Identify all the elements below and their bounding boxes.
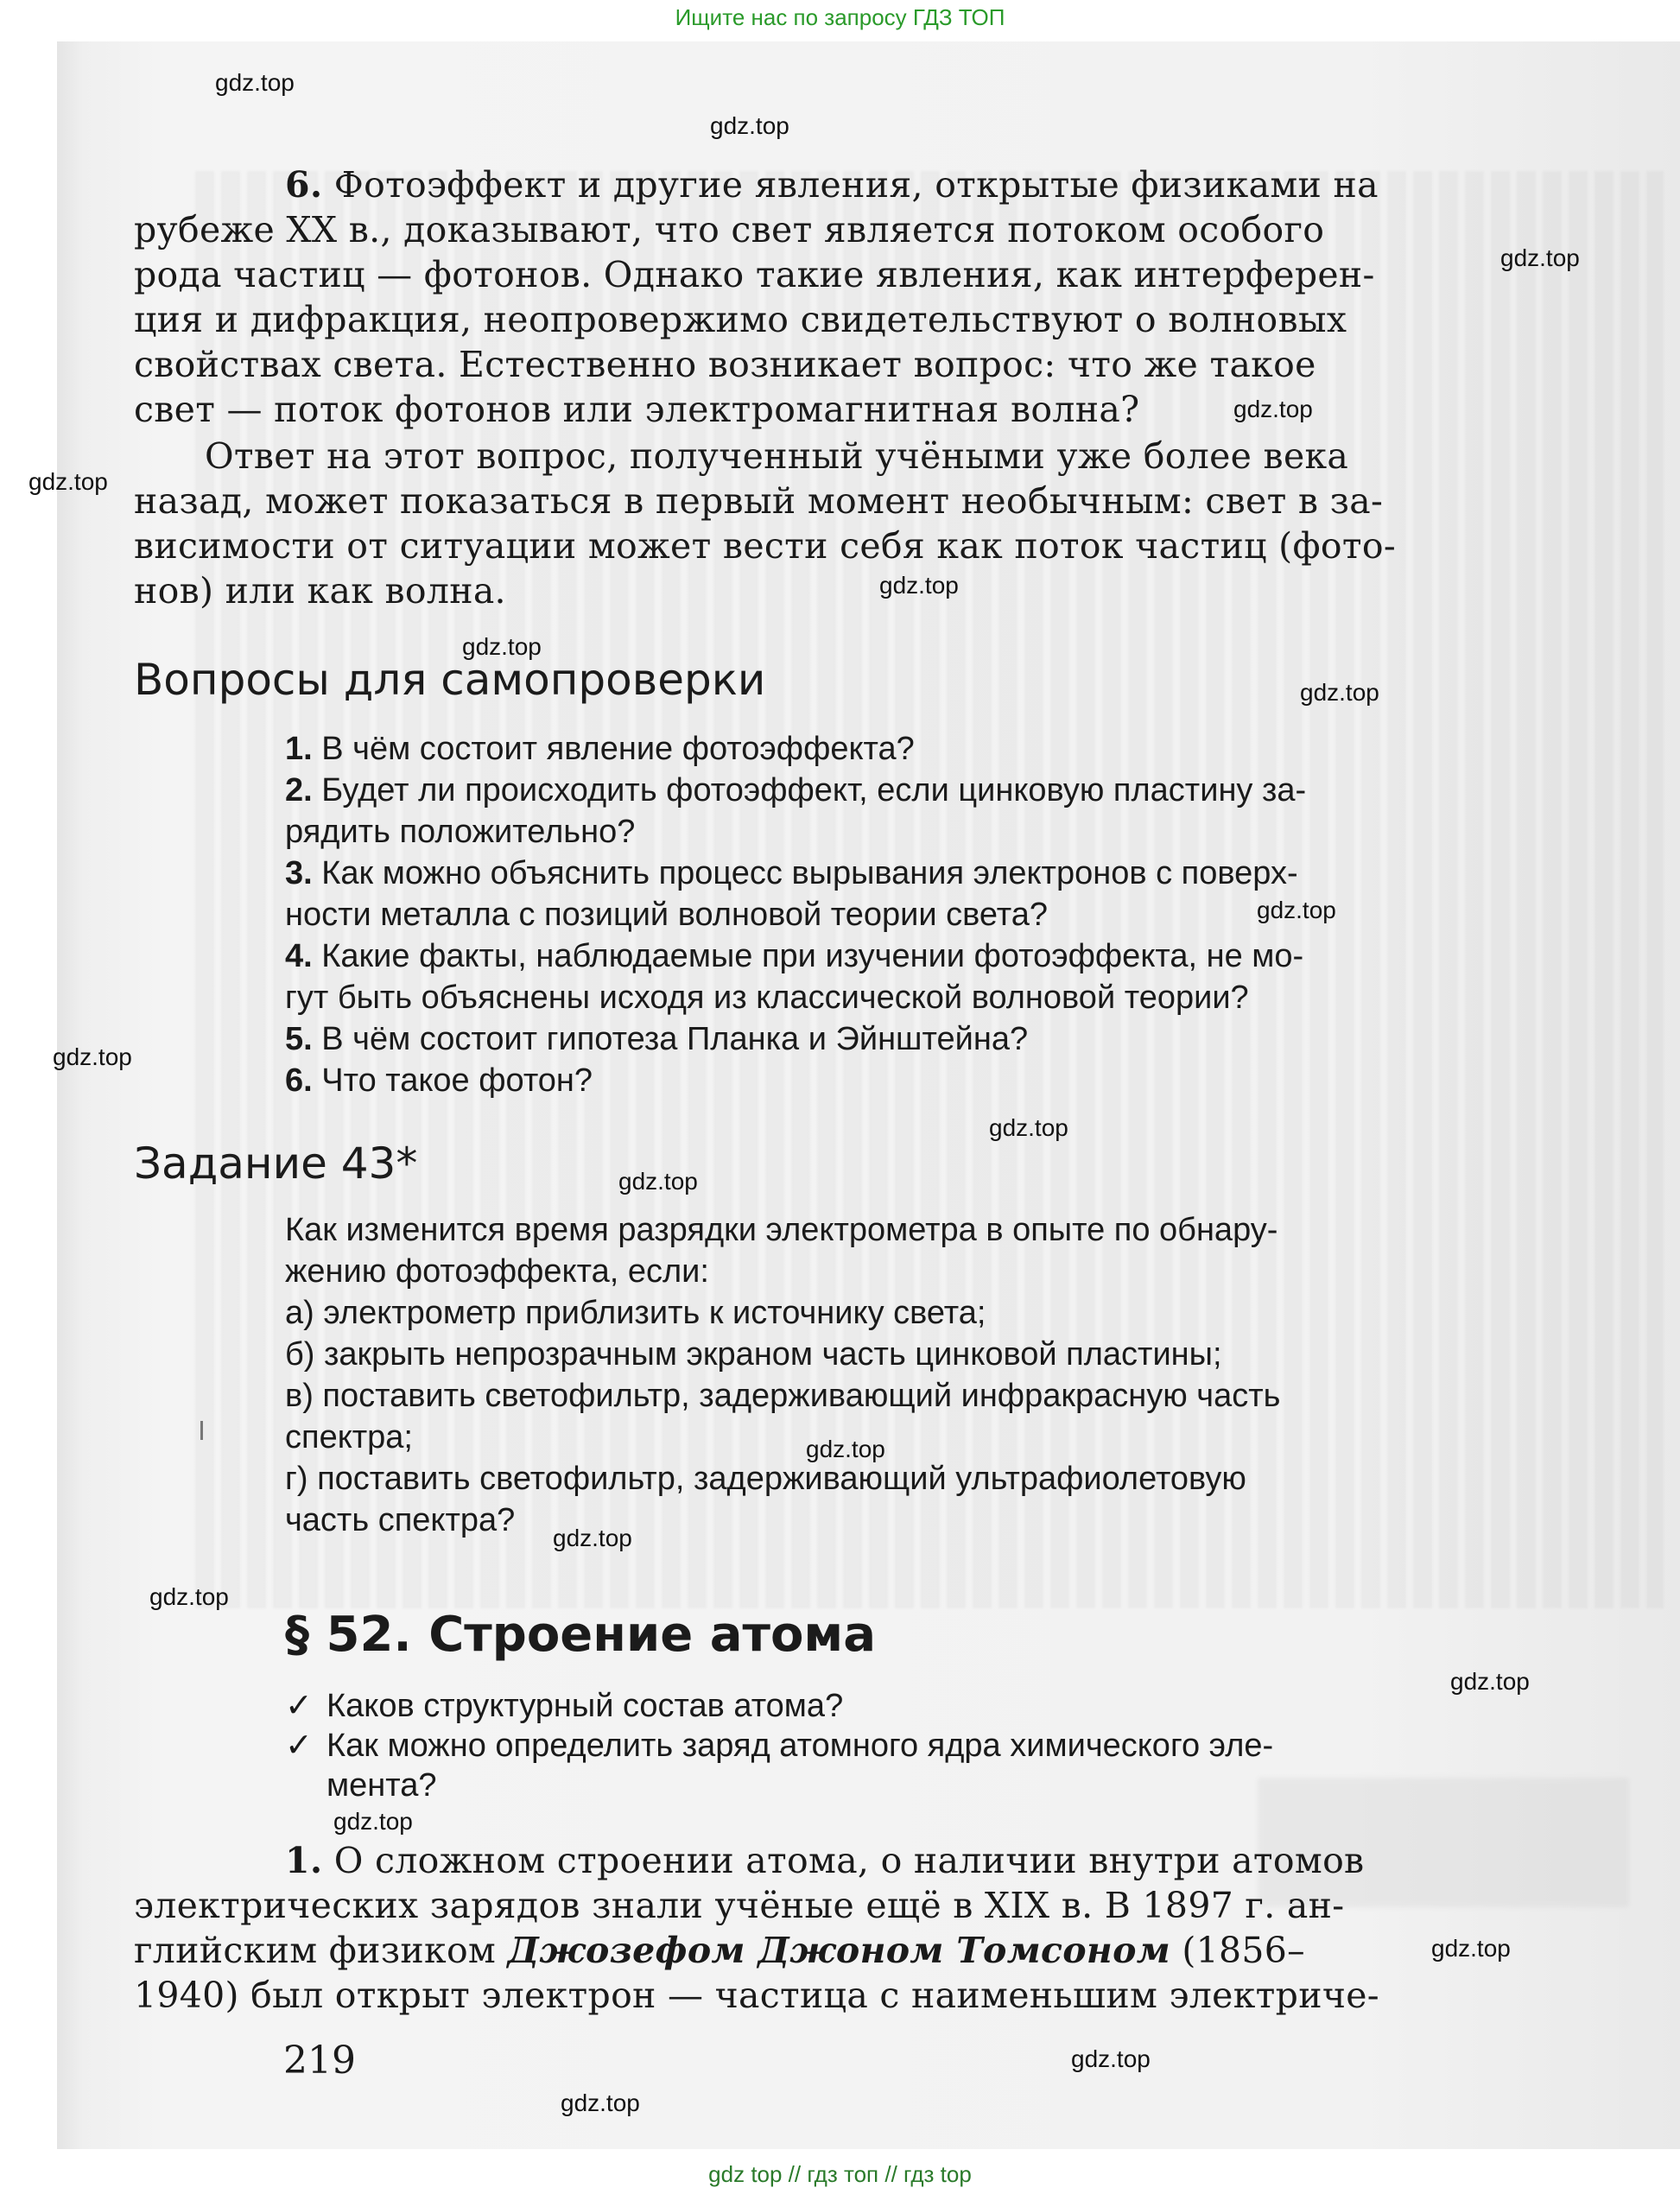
task-title: Задание 43* [134,1138,418,1189]
watermark: gdz.top [215,69,295,96]
guiding-question-2: ✓ Как можно определить заряд атомного ядра химического эле- [285,1728,1274,1764]
watermark: gdz.top [53,1043,132,1070]
watermark: gdz.top [1450,1668,1530,1695]
question-1: 1. В чём состоит явление фотоэффекта? [285,731,915,767]
task-body: Как изменится время разрядки электрометра в опыте по обнару- жению фотоэффекта, если: а) электрометр приблизить к источнику света; б) закрыть непрозрачным экраном часть цинковой пластины; в) поставить светофильтр, задерживающий инфракрасную часть спектра; г) поставить светофильтр, задерживающий ультрафиолетовую часть спектра? [285,1212,1281,1538]
question-5: 5. В чём состоит гипотеза Планка и Эйнштейна? [285,1021,1029,1057]
question-3: 3. Как можно объяснить процесс вырывания электронов с поверх- [285,855,1298,891]
question-4: 4. Какие факты, наблюдаемые при изучении фотоэффекта, не мо- [285,938,1304,974]
watermark: gdz.top [1431,1935,1511,1962]
watermark: gdz.top [149,1583,229,1610]
watermark: gdz.top [806,1436,885,1462]
self-check-questions: 1. В чём состоит явление фотоэффекта? 2. Будет ли происходить фотоэффект, если цинковую пластину за- рядить положительно? 3. Как можно объяснить процесс вырывания электронов с поверх- ности металла с позиций волновой теории света? 4. Какие факты, наблюдаемые при изучении фотоэффекта, не мо- гут быть объяснены исходя из классической волновой теории? 5. В чём состоит гипотеза Планка и Эйнштейна? 6. Что такое фотон? [285,728,1473,1101]
guiding-question-1: ✓ Каков структурный состав атома? [285,1688,844,1724]
watermark: gdz.top [618,1168,698,1195]
scientist-name: Джозефом Джоном Томсоном [507,1930,1171,1971]
watermark: gdz.top [29,468,108,495]
watermark: gdz.top [462,633,542,660]
watermark: gdz.top [1500,244,1580,271]
self-check-title: Вопросы для самопроверки [134,655,766,705]
margin-mark [200,1421,203,1440]
watermark: gdz.top [561,2089,640,2116]
section-52-title: § 52. Строение атома [285,1607,876,1663]
watermark: gdz.top [1300,679,1379,706]
answer-paragraph: Ответ на этот вопрос, полученный учёными уже более века назад, может показаться в первый момент необычным: свет в за- висимости от ситуации может вести себя как поток частиц (фото- нов) или как волна. [134,435,1396,612]
watermark: gdz.top [989,1114,1068,1141]
section-6-paragraph: 6. Фотоэффект и другие явления, открытые физиками на рубеже XX в., доказывают, что свет является потоком особого рода частиц — фотонов. Однако такие явления, как интерферен- ция и дифракция, неопровержимо свидетельствуют о волновых свойствах света. Естественно возникает вопрос: что же такое свет — поток фотонов или электромагнитная волна? [134,164,1379,430]
watermark: gdz.top [1257,897,1336,923]
page-number: 219 [283,2039,356,2083]
watermark: gdz.top [710,112,789,139]
section-52-questions: ✓ Каков структурный состав атома? ✓ Как можно определить заряд атомного ядра химического эле- мента? [285,1686,1473,1805]
watermark: gdz.top [879,572,959,599]
question-2: 2. Будет ли происходить фотоэффект, если цинковую пластину за- [285,772,1307,808]
top-banner[interactable]: Ищите нас по запросу ГДЗ ТОП [0,0,1680,36]
watermark: gdz.top [553,1525,632,1551]
bottom-banner[interactable]: gdz top // гдз топ // гдз top [0,2154,1680,2194]
watermark: gdz.top [1233,396,1313,422]
watermark: gdz.top [1071,2045,1151,2072]
section-6-number: 6. [285,164,323,206]
section-52-paragraph-1: 1. О сложном строении атома, о наличии внутри атомов электрических зарядов знали учёные ещё в XIX в. В 1897 г. ан- глийским физиком Джозефом Джоном Томсоном (1856– 1940) был открыт электрон — частица с наименьшим электриче- [134,1840,1379,2016]
watermark: gdz.top [333,1808,413,1835]
checkmark-icon: ✓ [285,1688,313,1724]
checkmark-icon: ✓ [285,1728,313,1764]
question-6: 6. Что такое фотон? [285,1062,593,1099]
